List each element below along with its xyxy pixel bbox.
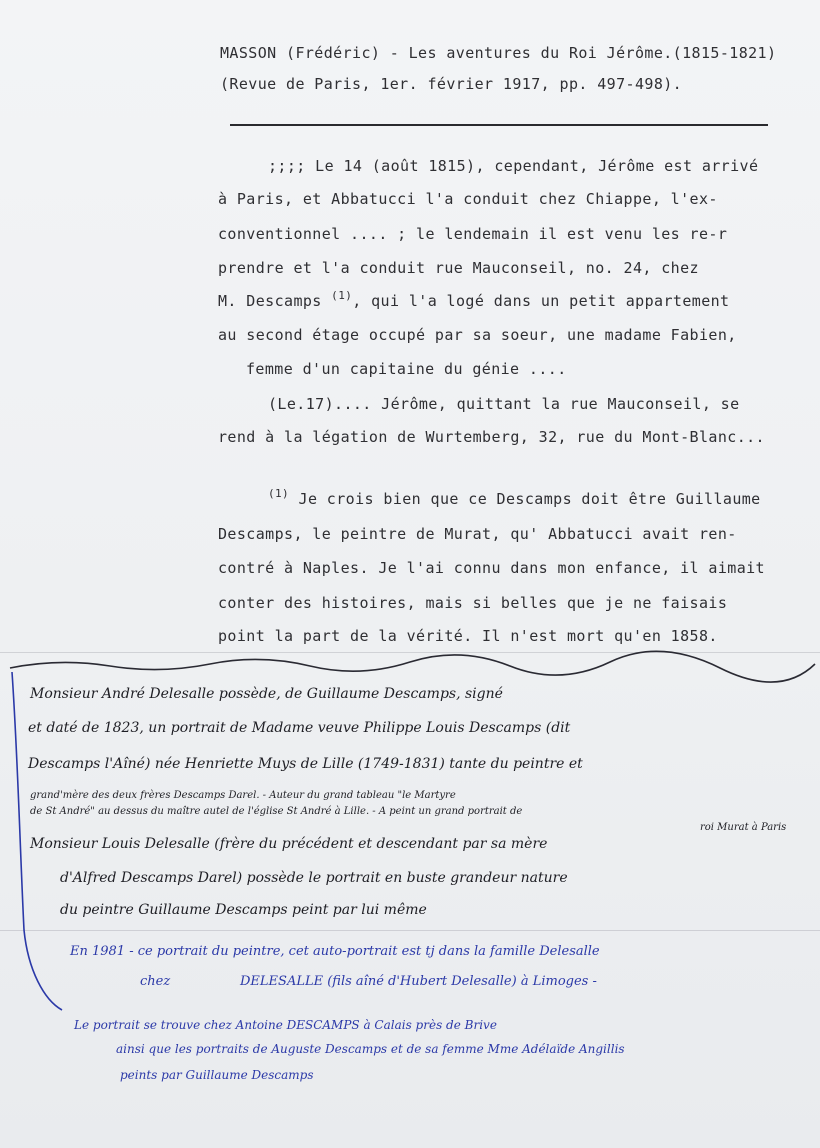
blue-handwritten-line: Le portrait se trouve chez Antoine DESCAMPS à Calais près de Brive [74,1018,497,1032]
body-line: ;;;; Le 14 (août 1815), cependant, Jérôme est arrivé [268,157,759,175]
handwritten-line: Monsieur Louis Delesalle (frère du précédent et descendant par sa mère [30,836,548,852]
body-line: prendre et l'a conduit rue Mauconseil, no. 24, chez [218,259,699,277]
footnote-line: Descamps, le peintre de Murat, qu' Abbatucci avait ren- [218,525,737,543]
header-line-1: MASSON (Frédéric) - Les aventures du Roi Jérôme.(1815-1821) [220,44,777,62]
body-line: à Paris, et Abbatucci l'a conduit chez Chiappe, l'ex- [218,190,718,208]
footnote-line: point la part de la vérité. Il n'est mort qu'en 1858. [218,627,718,645]
body-line: rend à la légation de Wurtemberg, 32, rue du Mont-Blanc... [218,428,765,446]
handwritten-line: d'Alfred Descamps Darel) possède le portrait en buste grandeur nature [60,870,568,886]
body-line: au second étage occupé par sa soeur, une madame Fabien, [218,326,737,344]
footnote-number: (1) [268,487,290,500]
blue-handwritten-line: chez [140,974,171,989]
handwritten-line: de St André" au dessus du maître autel de l'église St André à Lille. - A peint un grand portrait de [30,806,523,817]
paper-fold [0,930,820,931]
descamps-after: , qui l'a logé dans un petit appartement [352,292,730,310]
blue-handwritten-line: En 1981 - ce portrait du peintre, cet auto-portrait est tj dans la famille Delesalle [70,944,600,959]
blue-handwritten-line: DELESALLE (fils aîné d'Hubert Delesalle) à Limoges - [240,974,597,989]
footnote-line: contré à Naples. Je l'ai connu dans mon enfance, il aimait [218,559,765,577]
footnote-line: conter des histoires, mais si belles que je ne faisais [218,594,728,612]
handwritten-line: Monsieur André Delesalle possède, de Guillaume Descamps, signé [30,686,503,702]
blue-handwritten-line: peints par Guillaume Descamps [120,1068,314,1082]
footnote-first: Je crois bien que ce Descamps doit être Guillaume [289,490,761,508]
blue-handwritten-line: ainsi que les portraits de Auguste Descamps et de sa femme Mme Adélaïde Angillis [116,1042,625,1056]
paper-fold [0,652,820,653]
footnote-line-1 [268,487,761,508]
descamps-before: M. Descamps [218,292,332,310]
body-line: (Le.17).... Jérôme, quittant la rue Mauconseil, se [268,395,740,413]
body-line: conventionnel .... ; le lendemain il est venu les re-r [218,225,728,243]
footnote-reference: (1) [331,289,353,302]
handwritten-line: et daté de 1823, un portrait de Madame veuve Philippe Louis Descamps (dit [28,720,571,736]
body-line: femme d'un capitaine du génie .... [246,360,567,378]
body-line-descamps [218,289,730,310]
handwritten-line: roi Murat à Paris [700,822,787,833]
header-line-2: (Revue de Paris, 1er. février 1917, pp. 497-498). [220,75,683,93]
header-rule [230,124,768,126]
handwritten-line: Descamps l'Aîné) née Henriette Muys de Lille (1749-1831) tante du peintre et [28,756,583,772]
handwritten-line: du peintre Guillaume Descamps peint par lui même [60,902,427,918]
handwritten-line: grand'mère des deux frères Descamps Darel. - Auteur du grand tableau "le Martyre [30,790,456,801]
